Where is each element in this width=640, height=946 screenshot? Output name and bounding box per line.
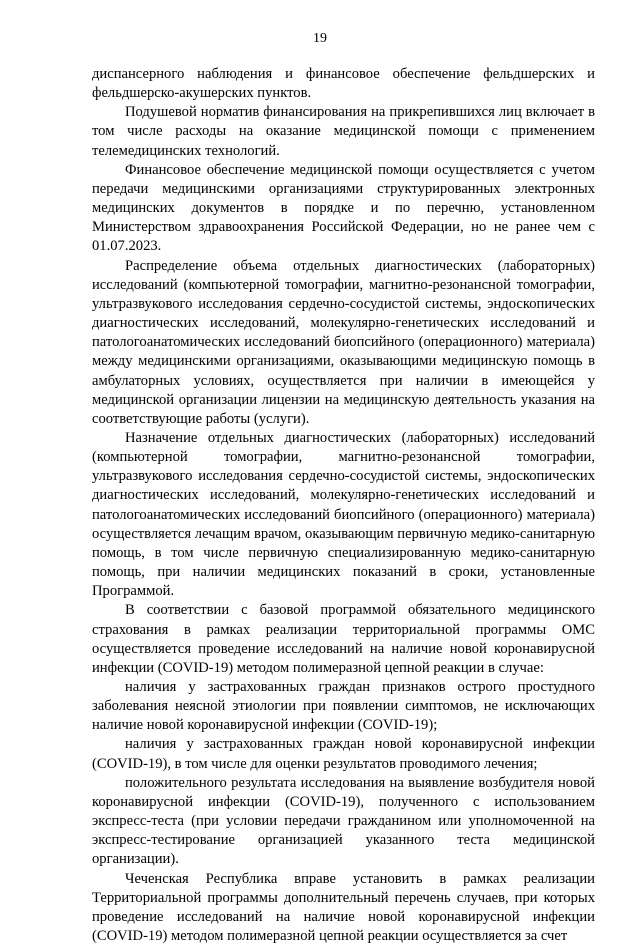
- paragraph-covid-case-express-test: положительного результата исследования на выявление возбудителя новой коронавирусной инфекции (COVID-19), полученного с использованием экспресс-теста (при условии передачи гражданином или уполномоченной на экспресс-тестирование организацией указанного теста медицинской организации).: [92, 774, 595, 868]
- paragraph-covid-case-symptoms: наличия у застрахованных граждан признаков острого простудного заболевания неясной этиологии при появлении симптомов, не исключающих наличие новой коронавирусной инфекции (COVID-19);: [92, 679, 595, 734]
- paragraph-chechen-republic: Чеченская Республика вправе установить в рамках реализации Территориальной программы дополнительный перечень случаев, при которых проведение исследований на наличие новой коронавирусной инфекции (COVID-19) методом полимеразной цепной реакции осуществляется за счет: [92, 870, 595, 945]
- paragraph-covid-case-infection: наличия у застрахованных граждан новой коронавирусной инфекции (COVID-19), в том числе для оценки результатов проводимого лечения;: [92, 736, 595, 772]
- paragraph-continuation: диспансерного наблюдения и финансовое обеспечение фельдшерских и фельдшерско-акушерских пунктов.: [92, 66, 595, 102]
- document-body: [92, 65, 595, 946]
- page-number: 19: [313, 31, 327, 46]
- paragraph-diagnostics-assignment: Назначение отдельных диагностических (лабораторных) исследований (компьютерной томографии, магнитно-резонансной томографии, ультразвукового исследования сердечно-сосудистой системы, эндоскопических диагностических исследований, молекулярно-генетических исследований и патологоанатомических исследований биопсийного (операционного) материала) осуществляется лечащим врачом, оказывающим первичную медико-санитарную помощь, в том числе первичную специализированную медико-санитарную помощь, при наличии медицинских показаний в сроки, установленные Программой.: [92, 429, 595, 600]
- paragraph-per-capita-standard: Подушевой норматив финансирования на прикрепившихся лиц включает в том числе расходы на оказание медицинской помощи с применением телемедицинских технологий.: [92, 104, 595, 159]
- paragraph-financing-emd: Финансовое обеспечение медицинской помощи осуществляется с учетом передачи медицинскими организациями структурированных электронных медицинских документов в порядке и по перечню, установленном Министерством здравоохранения Российской Федерации, но не ранее чем с 01.07.2023.: [92, 161, 595, 255]
- paragraph-diagnostics-distribution: Распределение объема отдельных диагностических (лабораторных) исследований (компьютерной томографии, магнитно-резонансной томографии, ультразвукового исследования сердечно-сосудистой системы, эндоскопических диагностических исследований, молекулярно-генетических исследований и патологоанатомических исследований биопсийного (операционного) материала) между медицинскими организациями, оказывающими медицинскую помощь в амбулаторных условиях, осуществляется при наличии в имеющейся у медицинской организации лицензии на медицинскую деятельность указания на соответствующие работы (услуги).: [92, 257, 595, 427]
- paragraph-covid-testing: В соответствии с базовой программой обязательного медицинского страхования в рамках реализации территориальной программы ОМС осуществляется проведение исследований на наличие новой коронавирусной инфекции (COVID-19) методом полимеразной цепной реакции в случае:: [92, 602, 595, 676]
